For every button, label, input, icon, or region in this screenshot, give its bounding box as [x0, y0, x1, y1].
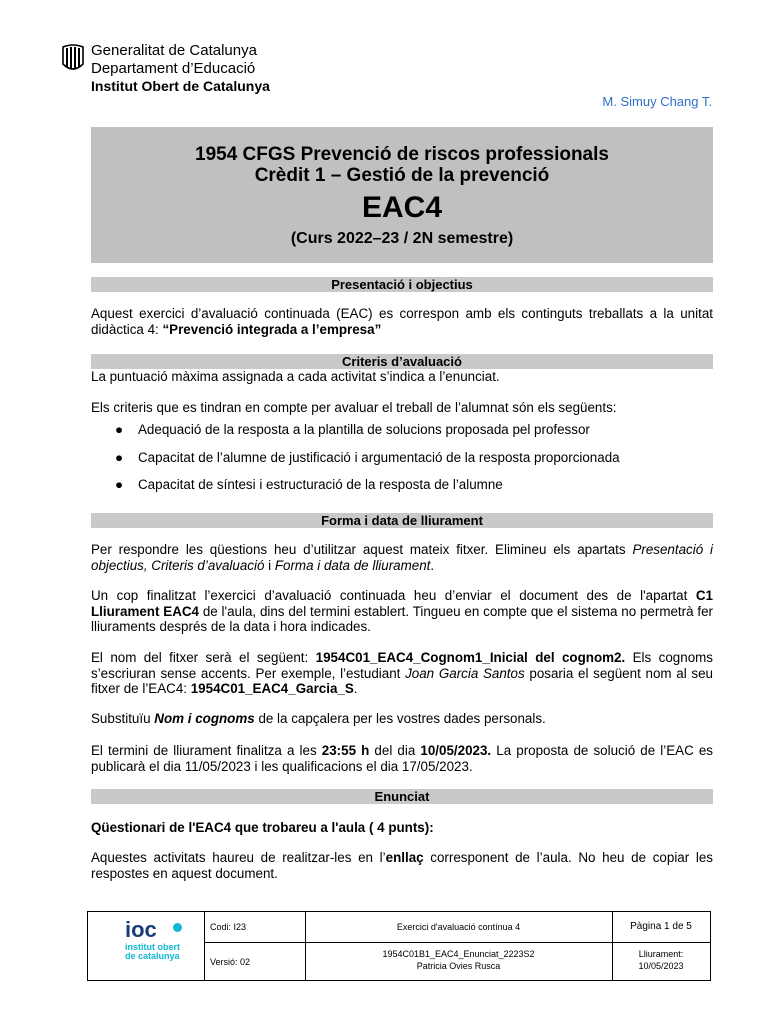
eac-title: EAC4	[361, 191, 443, 224]
bullet-icon: ●	[115, 450, 124, 465]
credit-title: Crèdit 1 – Gestió de la prevenció	[254, 165, 550, 186]
section-lliurament: Forma i data de lliurament	[91, 513, 713, 528]
criteris-paragraph-2: Els criteris que es tindran en compte per avaluar el treball de l’alumnat són els següents:	[91, 400, 617, 415]
generalitat-logo-icon	[62, 44, 84, 74]
section-enunciat: Enunciat	[91, 789, 713, 804]
bullet-icon: ●	[115, 477, 124, 492]
footer-page: Pàgina 1 de 5	[630, 921, 692, 932]
footer-file-name: 1954C01B1_EAC4_Enunciat_2223S2	[382, 949, 535, 959]
footer-versio: Versió: 02	[210, 957, 251, 967]
author-name: M. Simuy Chang T.	[602, 94, 712, 109]
header-departament: Departament d’Educació	[91, 60, 256, 77]
lliurament-paragraph-1: Per respondre les qüestions heu d’utilitzar aquest mateix fitxer. Elimineu els apartats Presentació i objectius, Criteris d’avaluació i Forma i data de lliurament.	[91, 542, 713, 573]
presentacio-paragraph: Aquest exercici d’avaluació continuada (EAC) es correspon amb els continguts treballats a la unitat didàctica 4: “Prevenció integrada a l’empresa”	[91, 306, 713, 337]
footer-lliurament-label: Lliurament:	[638, 949, 684, 959]
header-institut: Institut Obert de Catalunya	[91, 78, 270, 94]
ioc-logo-dot-icon	[173, 923, 182, 932]
bullet-icon: ●	[115, 422, 124, 437]
footer-codi: Codi: I23	[210, 922, 247, 932]
criteria-item: Capacitat de síntesi i estructuració de la resposta de l’alumne	[138, 477, 503, 492]
course-year: (Curs 2022–23 / 2N semestre)	[290, 230, 514, 247]
criteris-paragraph-1: La puntuació màxima assignada a cada activitat s’indica a l’enunciat.	[91, 369, 500, 384]
questionari-heading: Qüestionari de l'EAC4 que trobareu a l'aula ( 4 punts):	[91, 820, 434, 835]
enunciat-paragraph: Aquestes activitats haureu de realitzar-les en l’enllaç corresponent de l’aula. No heu de copiar les respostes en aquest document.	[91, 850, 713, 881]
footer-doc-title: Exercici d'avaluació contínua 4	[396, 922, 521, 932]
footer-lliurament-date: 10/05/2023	[638, 961, 684, 971]
lliurament-paragraph-4: Substituïu Nom i cognoms de la capçalera per les vostres dades personals.	[91, 711, 546, 726]
lliurament-paragraph-2: Un cop finalitzat l’exercici d’avaluació continuada heu d’enviar el document des de l'apartat C1 Lliurament EAC4 de l'aula, dins del termini establert. Tingueu en compte que el sistema no permetrà fer lliuraments després de la data i hora indicades.	[91, 588, 714, 635]
section-presentacio: Presentació i objectius	[91, 277, 713, 292]
course-title: 1954 CFGS Prevenció de riscos professionals	[195, 144, 609, 165]
ioc-logo: ioc	[125, 917, 157, 942]
criteria-item: Adequació de la resposta a la plantilla de solucions proposada pel professor	[138, 422, 590, 437]
lliurament-paragraph-3: El nom del fitxer serà el següent: 1954C01_EAC4_Cognom1_Inicial del cognom2. Els cognoms s’escriuran sense accents. Per exemple, l’estudiant Joan Garcia Santos posaria el següent nom al seu fitxer de l’EAC4: 1954C01_EAC4_Garcia_S.	[91, 650, 713, 697]
footer-table	[87, 911, 711, 981]
header-generalitat: Generalitat de Catalunya	[91, 42, 257, 59]
lliurament-paragraph-5: El termini de lliurament finalitza a les 23:55 h del dia 10/05/2023. La proposta de solució de l’EAC es publicarà el dia 11/05/2023 i les qualificacions el dia 17/05/2023.	[91, 743, 714, 774]
title-box	[91, 127, 713, 263]
ioc-logo-subtitle: institut obert de catalunya	[125, 942, 180, 961]
footer-author: Patricia Ovies Rusca	[416, 961, 501, 971]
section-criteris: Criteris d’avaluació	[91, 354, 713, 369]
criteria-item: Capacitat de l’alumne de justificació i argumentació de la resposta proporcionada	[138, 450, 620, 465]
